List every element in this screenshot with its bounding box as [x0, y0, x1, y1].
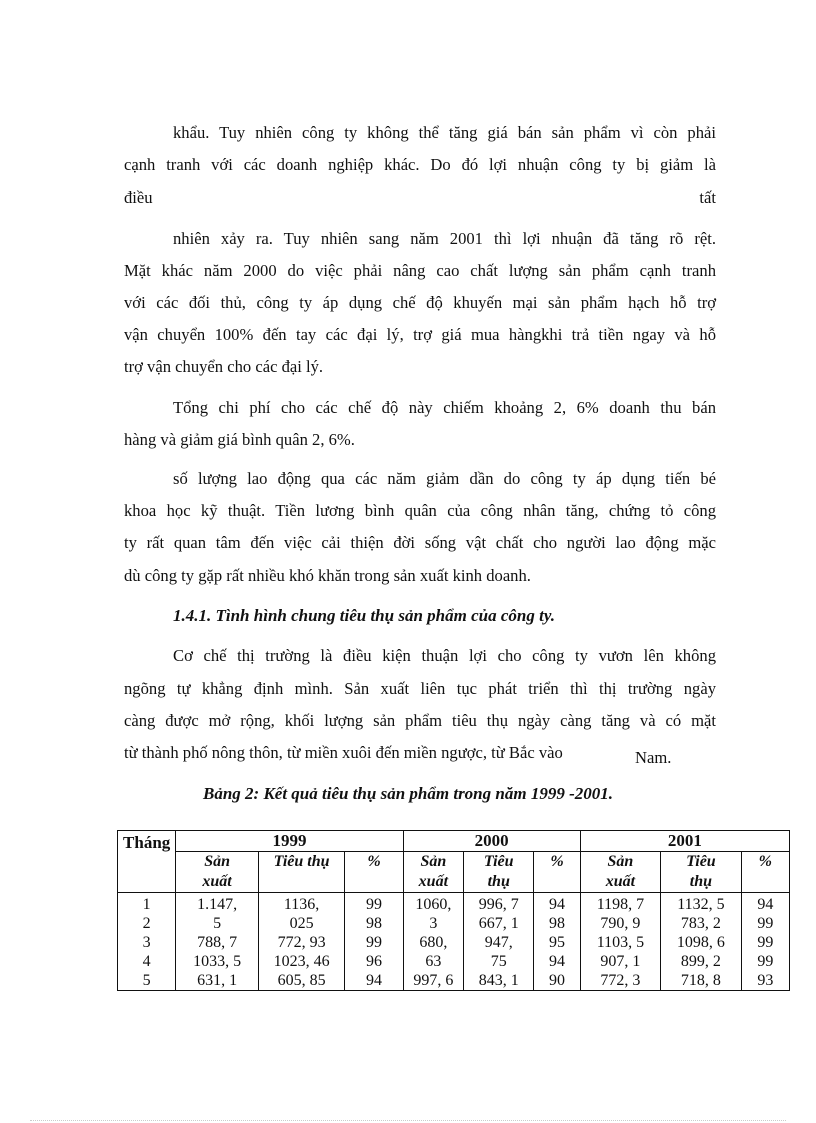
- table-cell: 99: [741, 933, 789, 952]
- table-cell: 93: [741, 971, 789, 991]
- table-cell: 98: [534, 914, 580, 933]
- table-cell: 94: [534, 893, 580, 915]
- table-row: [118, 893, 790, 915]
- text-line: vận chuyển 100% đến tay các đại lý, trợ giá mua hàngkhi trả tiền ngay và hỗ: [124, 325, 716, 344]
- table-cell: 5: [176, 914, 258, 933]
- table-cell: 99: [345, 893, 403, 915]
- table-cell: 788, 7: [176, 933, 258, 952]
- table-row: [118, 933, 790, 952]
- table-cell: 3: [403, 914, 463, 933]
- table-cell: 1: [118, 893, 176, 915]
- table-cell: 907, 1: [580, 952, 660, 971]
- table-cell: 1060,: [403, 893, 463, 915]
- text-line: cạnh tranh với các doanh nghiệp khác. Do đó lợi nhuận công ty bị giảm là: [124, 155, 716, 174]
- col-header: Tiêu thụ: [258, 852, 345, 893]
- table-cell: 1198, 7: [580, 893, 660, 915]
- table-cell: 99: [741, 914, 789, 933]
- table-cell: 1103, 5: [580, 933, 660, 952]
- col-header: Tiêu thụ: [661, 852, 741, 893]
- table-cell: 843, 1: [464, 971, 534, 991]
- table-cell: 96: [345, 952, 403, 971]
- text-line: từ thành phố nông thôn, từ miền xuôi đến miền ngược, từ Bắc vào: [124, 743, 563, 762]
- table-cell: 997, 6: [403, 971, 463, 991]
- table-cell: 4: [118, 952, 176, 971]
- text-line: với các đối thủ, công ty áp dụng chế độ khuyến mại sản phẩm hạch hỗ trợ: [124, 293, 716, 312]
- page-bottom-divider: [30, 1120, 786, 1121]
- table-cell: 718, 8: [661, 971, 741, 991]
- table-cell: 1.147,: [176, 893, 258, 915]
- sales-table: [117, 830, 790, 991]
- table-cell: 790, 9: [580, 914, 660, 933]
- table-cell: 75: [464, 952, 534, 971]
- text-line-tail: Nam.: [635, 748, 672, 767]
- text-line: hàng và giảm giá bình quân 2, 6%.: [124, 430, 355, 449]
- table-cell: 1132, 5: [661, 893, 741, 915]
- table-caption: Bảng 2: Kết quả tiêu thụ sản phẩm trong năm 1999 -2001.: [203, 784, 613, 803]
- table-cell: 90: [534, 971, 580, 991]
- table-cell: 899, 2: [661, 952, 741, 971]
- text-line: càng được mở rộng, khối lượng sản phẩm tiêu thụ ngày càng tăng và có mặt: [124, 711, 716, 730]
- table-cell: 667, 1: [464, 914, 534, 933]
- text-line: trợ vận chuyển cho các đại lý.: [124, 357, 324, 376]
- table-cell: 2: [118, 914, 176, 933]
- col-header: Sản xuất: [176, 852, 258, 893]
- table-row: [118, 952, 790, 971]
- table-row: [118, 914, 790, 933]
- table-cell: 1098, 6: [661, 933, 741, 952]
- text-line: số lượng lao động qua các năm giảm dần do công ty áp dụng tiến bé: [173, 469, 716, 488]
- table-cell: 631, 1: [176, 971, 258, 991]
- text-line: khẩu. Tuy nhiên công ty không thể tăng giá bán sản phẩm vì còn phải: [173, 123, 716, 142]
- table-cell: 3: [118, 933, 176, 952]
- col-header: Sản xuất: [403, 852, 463, 893]
- table-cell: 772, 3: [580, 971, 660, 991]
- table-cell: 996, 7: [464, 893, 534, 915]
- year-header: 2000: [403, 831, 580, 852]
- table-cell: 63: [403, 952, 463, 971]
- year-header: 2001: [580, 831, 789, 852]
- table-cell: 94: [534, 952, 580, 971]
- year-header: 1999: [176, 831, 403, 852]
- table-cell: 94: [345, 971, 403, 991]
- table-cell: 947,: [464, 933, 534, 952]
- table-cell: 5: [118, 971, 176, 991]
- text-line: Mặt khác năm 2000 do việc phải nâng cao chất lượng sản phẩm cạnh tranh: [124, 261, 716, 280]
- table-header-sub: [118, 852, 790, 893]
- col-header: %: [534, 852, 580, 893]
- table-cell: 605, 85: [258, 971, 345, 991]
- table-cell: 94: [741, 893, 789, 915]
- table-row: [118, 971, 790, 991]
- table-cell: 95: [534, 933, 580, 952]
- text-line: Cơ chế thị trường là điều kiện thuận lợi cho công ty vươn lên không: [173, 646, 716, 665]
- table-cell: 783, 2: [661, 914, 741, 933]
- text-line: dù công ty gặp rất nhiều khó khăn trong sản xuất kinh doanh.: [124, 566, 531, 585]
- table-cell: 99: [345, 933, 403, 952]
- text-line: nhiên xảy ra. Tuy nhiên sang năm 2001 thì lợi nhuận đã tăng rõ rệt.: [173, 229, 716, 248]
- text-line: ty rất quan tâm đến việc cải thiện đời sống vật chất cho người lao động mặc: [124, 533, 716, 552]
- table-cell: 772, 93: [258, 933, 345, 952]
- month-header: Tháng: [118, 831, 176, 893]
- text-line: khoa học kỹ thuật. Tiền lương bình quân của công nhân tăng, chứng tỏ công: [124, 501, 716, 520]
- table-header-years: [118, 831, 790, 852]
- table-cell: 99: [741, 952, 789, 971]
- col-header: %: [741, 852, 789, 893]
- section-heading: 1.4.1. Tình hình chung tiêu thụ sản phẩm của công ty.: [173, 606, 555, 625]
- table-cell: 680,: [403, 933, 463, 952]
- col-header: Sản xuất: [580, 852, 660, 893]
- table-cell: 1023, 46: [258, 952, 345, 971]
- text-line: điều: [124, 188, 153, 207]
- table-cell: 025: [258, 914, 345, 933]
- text-line: Tổng chi phí cho các chế độ này chiếm khoảng 2, 6% doanh thu bán: [173, 398, 716, 417]
- text-line: tất: [699, 188, 716, 207]
- table-cell: 1033, 5: [176, 952, 258, 971]
- col-header: %: [345, 852, 403, 893]
- table-cell: 1136,: [258, 893, 345, 915]
- col-header: Tiêu thụ: [464, 852, 534, 893]
- table-cell: 98: [345, 914, 403, 933]
- text-line: ngõng tự khẳng định mình. Sản xuất liên tục phát triển thì thị trường ngày: [124, 679, 716, 698]
